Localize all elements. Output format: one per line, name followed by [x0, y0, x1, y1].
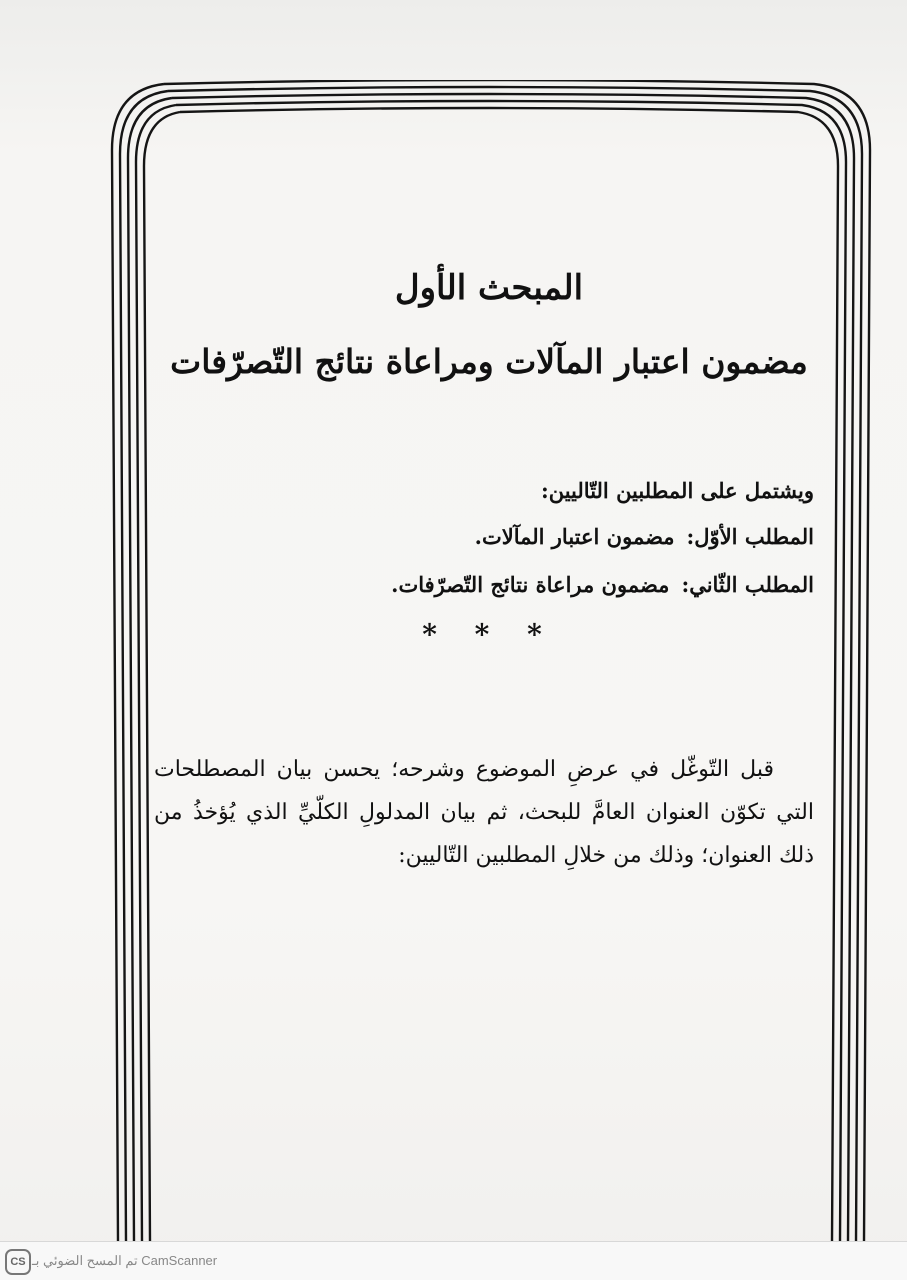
requirement-text: مضمون مراعاة نتائج التّصرّفات. [391, 572, 670, 597]
page-border-frame [104, 80, 874, 1242]
requirement-item [475, 524, 814, 549]
intro-line: ويشتمل على المطلبين التّاليين: [540, 478, 814, 503]
requirement-item [391, 572, 814, 597]
camscanner-caption: تم المسح الضوئي بـ CamScanner [32, 1253, 218, 1268]
section-heading: المبحث الأول [394, 268, 584, 308]
camscanner-logo-icon: CS [5, 1249, 31, 1275]
requirement-label: المطلب الثّاني: [681, 572, 814, 597]
body-text: قبل التّوغّل في عرضِ الموضوع وشرحه؛ يحسن بيان المصطلحات التي تكوّن العنوان العامَّ للبحث، ثم بيان المدلولِ الكلّيِّ الذي يُؤخذُ من ذلك العنوان؛ وذلك من خلالِ المطلبين التّاليين: [154, 757, 814, 868]
separator-stars: * * * [422, 618, 556, 651]
section-title: مضمون اعتبار المآلات ومراعاة نتائج التّصرّفات [170, 342, 808, 381]
camscanner-watermark [0, 1241, 907, 1280]
requirement-text: مضمون اعتبار المآلات. [474, 524, 675, 549]
page-content [144, 80, 834, 1242]
body-paragraph [154, 748, 814, 877]
requirement-label: المطلب الأوّل: [686, 524, 814, 549]
